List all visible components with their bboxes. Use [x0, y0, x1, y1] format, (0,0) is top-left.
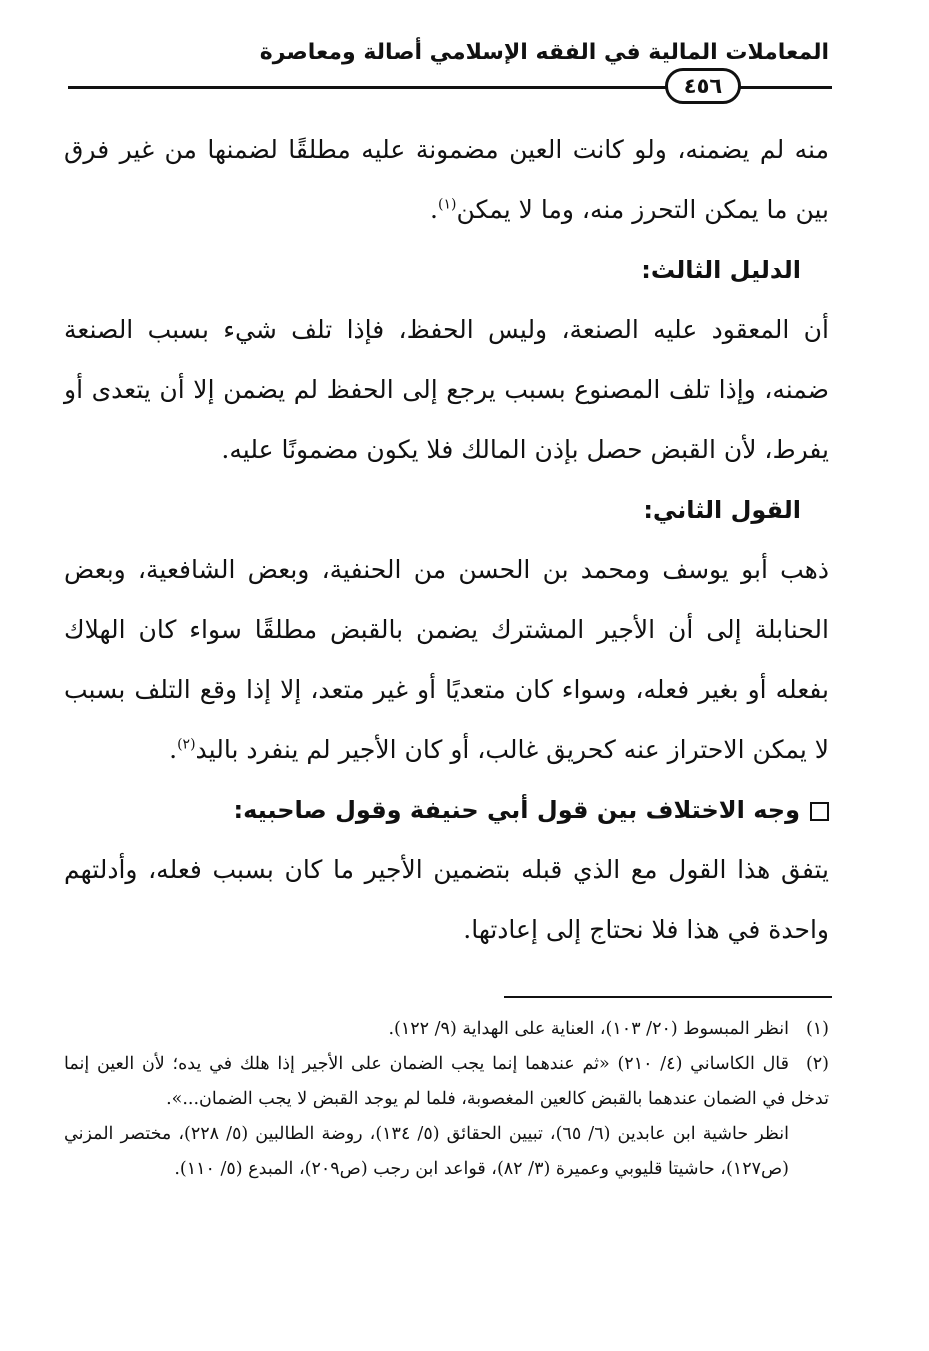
paragraph-end: . [430, 195, 438, 224]
footnote-number: (١) [805, 1019, 829, 1039]
footnote-text: قال الكاساني (٤/ ٢١٠) «ثم عندهما إنما يجب الضمان على الأجير إذا هلك في يده؛ لأن العين إنما تدخل في الضمان عندهما بالقبض كالعين المغصوبة، فلما لم يوجد القبض لا يجب الضمان...». [64, 1054, 829, 1109]
footnote-separator [504, 996, 832, 998]
footnote-1 [64, 1012, 829, 1047]
footnote-2-references: انظر حاشية ابن عابدين (٦/ ٦٥)، تبيين الحقائق (٥/ ١٣٤)، روضة الطالبين (٥/ ٢٢٨)، مختصر المزني (ص١٢٧)، حاشيتا قليوبي وعميرة (٣/ ٨٢)، قواعد ابن رجب (ص٢٠٩)، المبدع (٥/ ١١٠). [64, 1124, 790, 1179]
footnote-text: انظر المبسوط (٢٠/ ١٠٣)، العناية على الهداية (٩/ ١٢٢). [388, 1019, 789, 1039]
body-text [64, 120, 829, 960]
header-rule [68, 86, 666, 89]
heading-text: وجه الاختلاف بين قول أبي حنيفة وقول صاحبيه: [233, 796, 800, 824]
paragraph-end: . [169, 735, 178, 764]
footnote-2 [64, 1047, 829, 1117]
heading-third-evidence: الدليل الثالث: [641, 256, 801, 284]
footnote-ref-2: (٢) [177, 736, 196, 753]
paragraph-text: منه لم يضمنه، ولو كانت العين مضمونة عليه مطلقًا لضمنها من غير فرق بين ما يمكن التحرز منه، وما لا يمكن [64, 135, 829, 224]
paragraph-second-opinion [64, 540, 829, 780]
paragraph-difference: يتفق هذا القول مع الذي قبله بتضمين الأجير ما كان بسبب فعله، وأدلتهم واحدة في هذا فلا نحتاج إلى إعادتها. [64, 855, 829, 944]
footnotes [64, 1012, 829, 1187]
paragraph-continuation [64, 120, 829, 240]
square-bullet-icon [810, 802, 829, 821]
heading-second-opinion: القول الثاني: [643, 496, 801, 524]
footnote-ref-1: (١) [438, 196, 457, 213]
footnote-number: (٢) [805, 1054, 829, 1074]
heading-difference [64, 780, 829, 840]
paragraph-third-evidence: أن المعقود عليه الصنعة، وليس الحفظ، فإذا تلف شيء بسبب الصنعة ضمنه، وإذا تلف المصنوع بسبب يرجع إلى الحفظ لم يضمن إلا أن يتعدى أو يفرط، لأن القبض حصل بإذن المالك فلا يكون مضمونًا عليه. [64, 315, 829, 464]
header-rule-right [740, 86, 832, 89]
paragraph-text: ذهب أبو يوسف ومحمد بن الحسن من الحنفية، وبعض الشافعية، وبعض الحنابلة إلى أن الأجير المشترك يضمن بالقبض مطلقًا سواء كان الهلاك بفعله أو بغير فعله، وسواء كان متعديًا أو غير متعد، إلا إذا وقع التلف بسبب لا يمكن الاحتراز عنه كحريق غالب، أو كان الأجير لم ينفرد باليد [64, 555, 829, 764]
running-title: المعاملات المالية في الفقه الإسلامي أصالة ومعاصرة [259, 40, 829, 65]
page-number: ٤٥٦ [665, 68, 741, 104]
